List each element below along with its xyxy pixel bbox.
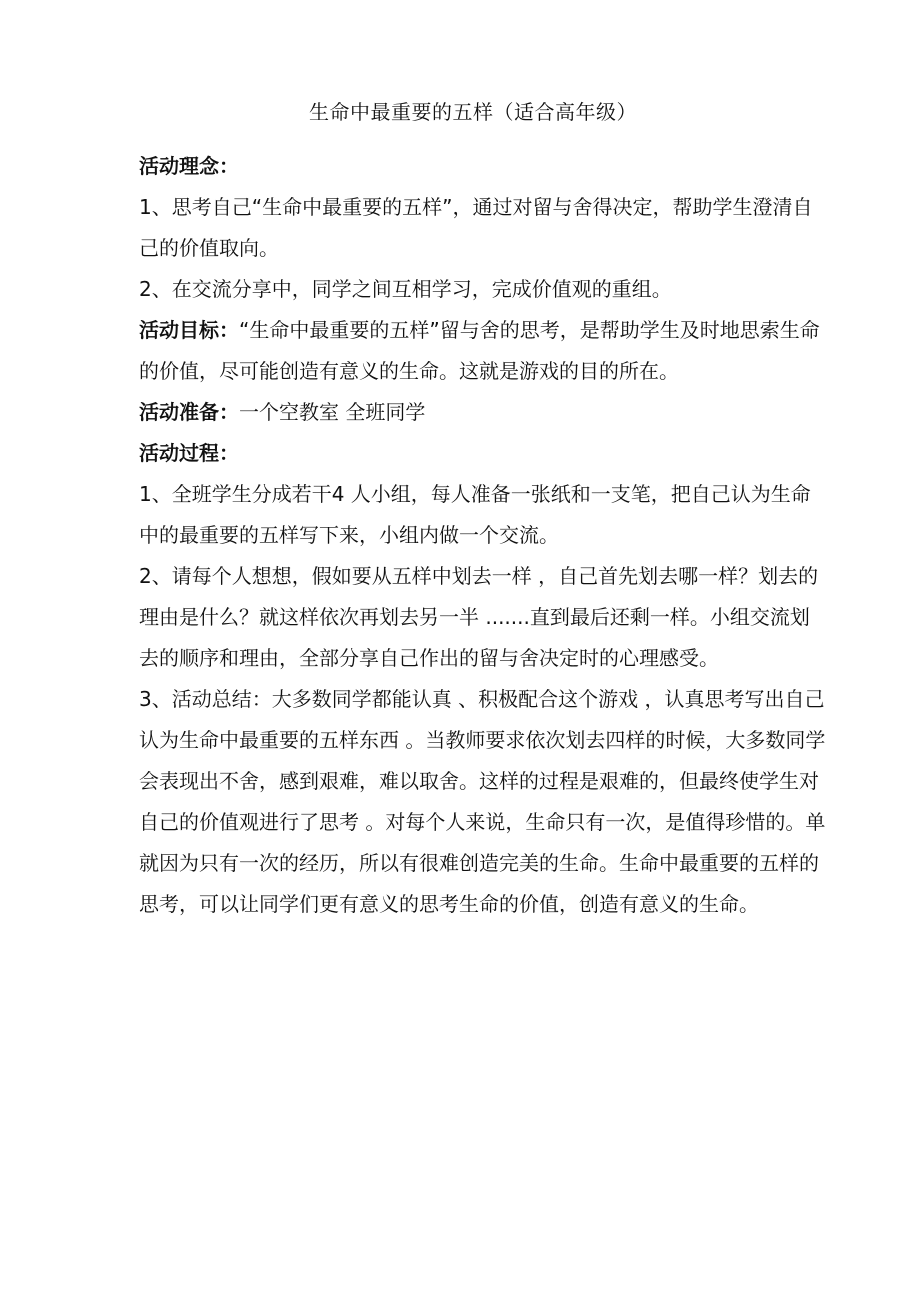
goal-paragraph [139,310,829,392]
section-heading-concept: 活动理念： [139,154,239,178]
goal-label: 活动目标： [139,318,239,342]
process-item-3: 3、活动总结：大多数同学都能认真 、积极配合这个游戏 ，认真思考写出自己认为生命中最重要的五样东西 。当教师要求依次划去四样的时候，大多数同学会表现出不舍，感到艰难，难以取舍。这样的过程是艰难的，但最终使学生对自己的价值观进行了思考 。对每个人来说，生命只有一次，是值得珍惜的。单就因为只有一次的经历，所以有很难创造完美的生命。生命中最重要的五样的思考，可以让同学们更有意义的思考生命的价值，创造有意义的生命。 [139,687,826,916]
goal-text: “生命中最重要的五样”留与舍的思考，是帮助学生及时地思索生命的价值，尽可能创造有意义的生命。这就是游戏的目的所在。 [139,318,820,383]
preparation-text: 一个空教室 全班同学 [239,400,426,424]
document-body [139,146,829,925]
concept-item-1: 1、思考自己“生命中最重要的五样”，通过对留与舍得决定，帮助学生澄清自己的价值取向。 [139,195,813,260]
process-item-1: 1、全班学生分成若干4 人小组，每人准备一张纸和一支笔，把自己认为生命中的最重要的五样写下来，小组内做一个交流。 [139,482,811,547]
document-title: 生命中最重要的五样（适合高年级） [309,100,637,124]
preparation-label: 活动准备： [139,400,239,424]
concept-item-2: 2、在交流分享中，同学之间互相学习，完成价值观的重组。 [139,277,672,301]
section-heading-process: 活动过程： [139,441,239,465]
preparation-paragraph [139,392,829,433]
process-item-2: 2、请每个人想想，假如要从五样中划去一样 ，自己首先划去哪一样？划去的理由是什么？就这样依次再划去另一半 .......直到最后还剩一样。小组交流划去的顺序和理由，全部分享自己作出的留与舍决定时的心理感受。 [139,564,819,670]
